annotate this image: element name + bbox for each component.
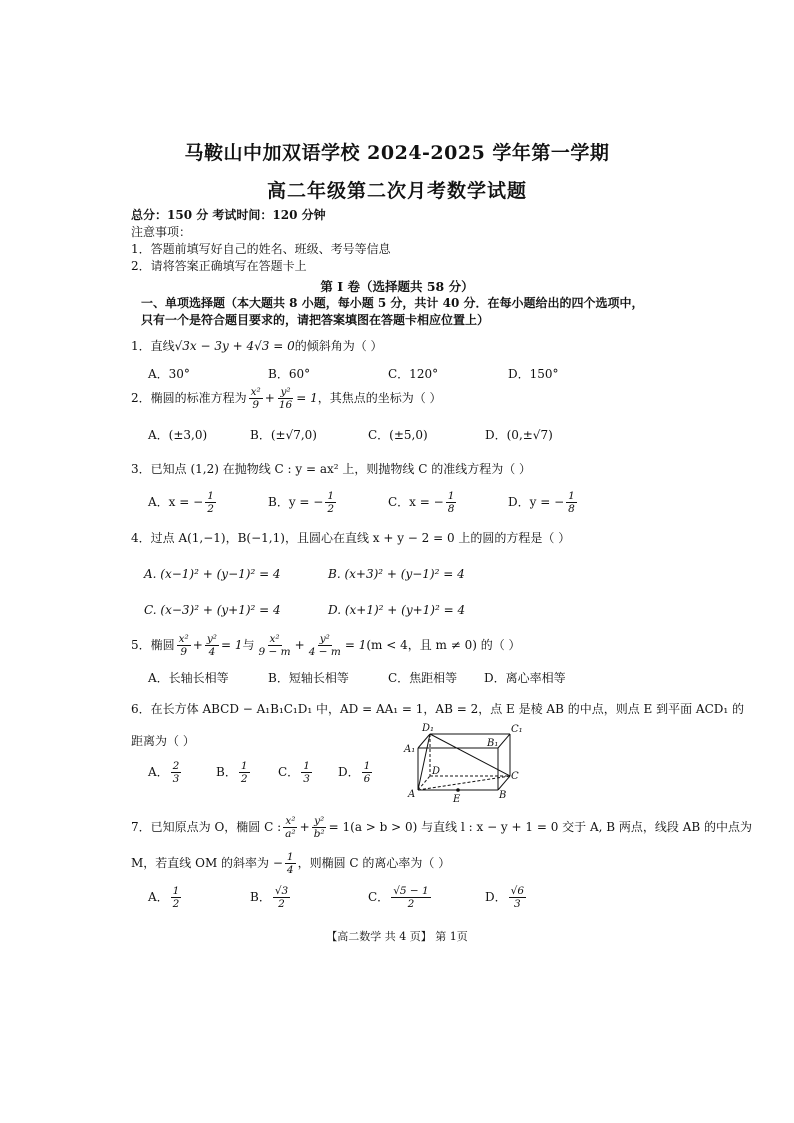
q2-frac-x: $\frac{\text{x²}}{9}$: [250, 386, 261, 411]
exam-title-subject: 高二年级第二次月考数学试题: [266, 180, 527, 202]
q4-option-a[interactable]: A. (x−1)² + (y−1)² = 4: [144, 567, 281, 581]
label-B: B: [499, 790, 507, 801]
label-A1: A₁: [404, 744, 416, 755]
question-6-line2: 距离为（ ）: [131, 734, 195, 748]
q6-option-d[interactable]: D． $\frac{1}{6}$: [338, 760, 371, 785]
q2-option-d[interactable]: D．(0,±√7): [485, 428, 553, 442]
q1-option-c[interactable]: C．120°: [388, 367, 439, 381]
cuboid-figure: [400, 722, 530, 806]
q2-stem-prefix: 2．椭圆的标准方程为: [131, 391, 247, 405]
label-B1: B₁: [487, 738, 499, 749]
q6-option-a[interactable]: A． $\frac{2}{3}$: [148, 760, 180, 785]
question-2: 2．椭圆的标准方程为 $\frac{\text{x²}}{9}$ + $\frac{\text{y²}}{16}$ = 1，其焦点的坐标为（ ）: [131, 386, 442, 411]
q3-option-b[interactable]: B．y = − $\frac{1}{2}$: [268, 490, 335, 515]
q2-option-c[interactable]: C．(±5,0): [368, 428, 428, 442]
q1-option-b[interactable]: B．60°: [268, 367, 311, 381]
q5-option-a[interactable]: A．长轴长相等: [148, 671, 229, 685]
q2-option-b[interactable]: B．(±√7,0): [250, 428, 317, 442]
q6-option-c[interactable]: C． $\frac{1}{3}$: [278, 760, 310, 785]
q1-stem-prefix: 1．直线: [131, 339, 175, 353]
q3-option-c[interactable]: C．x = − $\frac{1}{8}$: [388, 490, 455, 515]
label-E: E: [453, 794, 461, 805]
part1-instructions-2: 只有一个是符合题目要求的，请把答案填图在答题卡相应位置上）: [141, 313, 490, 327]
section-title: 第 I 卷（选择题共 58 分）: [320, 279, 474, 294]
score-line: 总分：150 分 考试时间：120 分钟: [131, 208, 326, 222]
question-5: 5．椭圆 $\frac{\text{x²}}{9}$ + $\frac{\text{y²}}{4}$ = 1与 $\frac{\text{x²}}{9 - m}$ + $\frac{\text{y²}}{4 - m}$ = 1(m < 4，且 m ≠ 0) 的（ ）: [131, 633, 521, 658]
page-footer: 【高二数学 共 4 页】 第 1页: [326, 930, 468, 943]
q5-option-b[interactable]: B．短轴长相等: [268, 671, 349, 685]
q6-option-b[interactable]: B． $\frac{1}{2}$: [216, 760, 248, 785]
notice-2: 2．请将答案正确填写在答题卡上: [131, 259, 307, 273]
q1-option-a[interactable]: A．30°: [148, 367, 190, 381]
q3-option-d[interactable]: D．y = − $\frac{1}{8}$: [508, 490, 575, 515]
question-7: 7．已知原点为 O，椭圆 C : $\frac{\text{x²}}{\text{a²}}$ + $\frac{\text{y²}}{\text{b²}}$ = 1(a > b > 0) 与直线 l : x − y + 1 = 0 交于 A, B 两点，线段 AB 的中点为: [131, 815, 753, 840]
question-3: 3．已知点 (1,2) 在抛物线 C : y = ax² 上，则抛物线 C 的准线方程为（ ）: [131, 462, 532, 476]
q1-equation: √3x − 3y + 4√3 = 0: [174, 339, 295, 353]
q7-option-c[interactable]: C． $\frac{√5 - 1}{2}$: [368, 885, 429, 910]
label-D: D: [432, 766, 441, 777]
question-4: 4．过点 A(1,−1)，B(−1,1)，且圆心在直线 x + y − 2 = 0 上的圆的方程是（ ）: [131, 531, 571, 545]
question-6: 6．在长方体 ABCD − A₁B₁C₁D₁ 中，AD = AA₁ = 1，AB = 2，点 E 是棱 AB 的中点，则点 E 到平面 ACD₁ 的: [131, 702, 745, 716]
label-C: C: [511, 771, 519, 782]
q1-stem-suffix: 的倾斜角为（ ）: [294, 339, 383, 353]
question-1: [131, 338, 383, 354]
label-A: A: [408, 789, 416, 800]
part1-instructions-1: 一、单项选择题（本大题共 8 小题，每小题 5 分，共计 40 分．在每小题给出的四个选项中，: [141, 296, 644, 310]
q7-option-a[interactable]: A． $\frac{1}{2}$: [148, 885, 180, 910]
q5-option-c[interactable]: C．焦距相等: [388, 671, 458, 685]
exam-title-school: 马鞍山中加双语学校 2024-2025 学年第一学期: [184, 142, 610, 164]
notice-1: 1．答题前填写好自己的姓名、班级、考号等信息: [131, 242, 391, 256]
q5-option-d[interactable]: D．离心率相等: [484, 671, 566, 685]
q2-option-a[interactable]: A．(±3,0): [148, 428, 208, 442]
label-D1: D₁: [422, 723, 435, 734]
q7-option-b[interactable]: B． $\frac{√3}{2}$: [250, 885, 289, 910]
q2-stem-suffix: ，其焦点的坐标为（ ）: [317, 391, 442, 405]
q4-option-d[interactable]: D. (x+1)² + (y+1)² = 4: [328, 603, 466, 617]
q1-option-d[interactable]: D．150°: [508, 367, 559, 381]
q2-frac-y: $\frac{\text{y²}}{16}$: [278, 386, 293, 411]
question-7-line2: M，若直线 OM 的斜率为 − $\frac{1}{4}$ ，则椭圆 C 的离心率为（ ）: [131, 851, 451, 876]
label-C1: C₁: [511, 724, 523, 735]
q4-option-c[interactable]: C. (x−3)² + (y+1)² = 4: [144, 603, 281, 617]
q4-option-b[interactable]: B. (x+3)² + (y−1)² = 4: [328, 567, 465, 581]
q3-option-a[interactable]: A．x = − $\frac{1}{2}$: [148, 490, 214, 515]
notice-title: 注意事项：: [131, 225, 192, 239]
q7-option-d[interactable]: D． $\frac{√6}{3}$: [485, 885, 524, 910]
